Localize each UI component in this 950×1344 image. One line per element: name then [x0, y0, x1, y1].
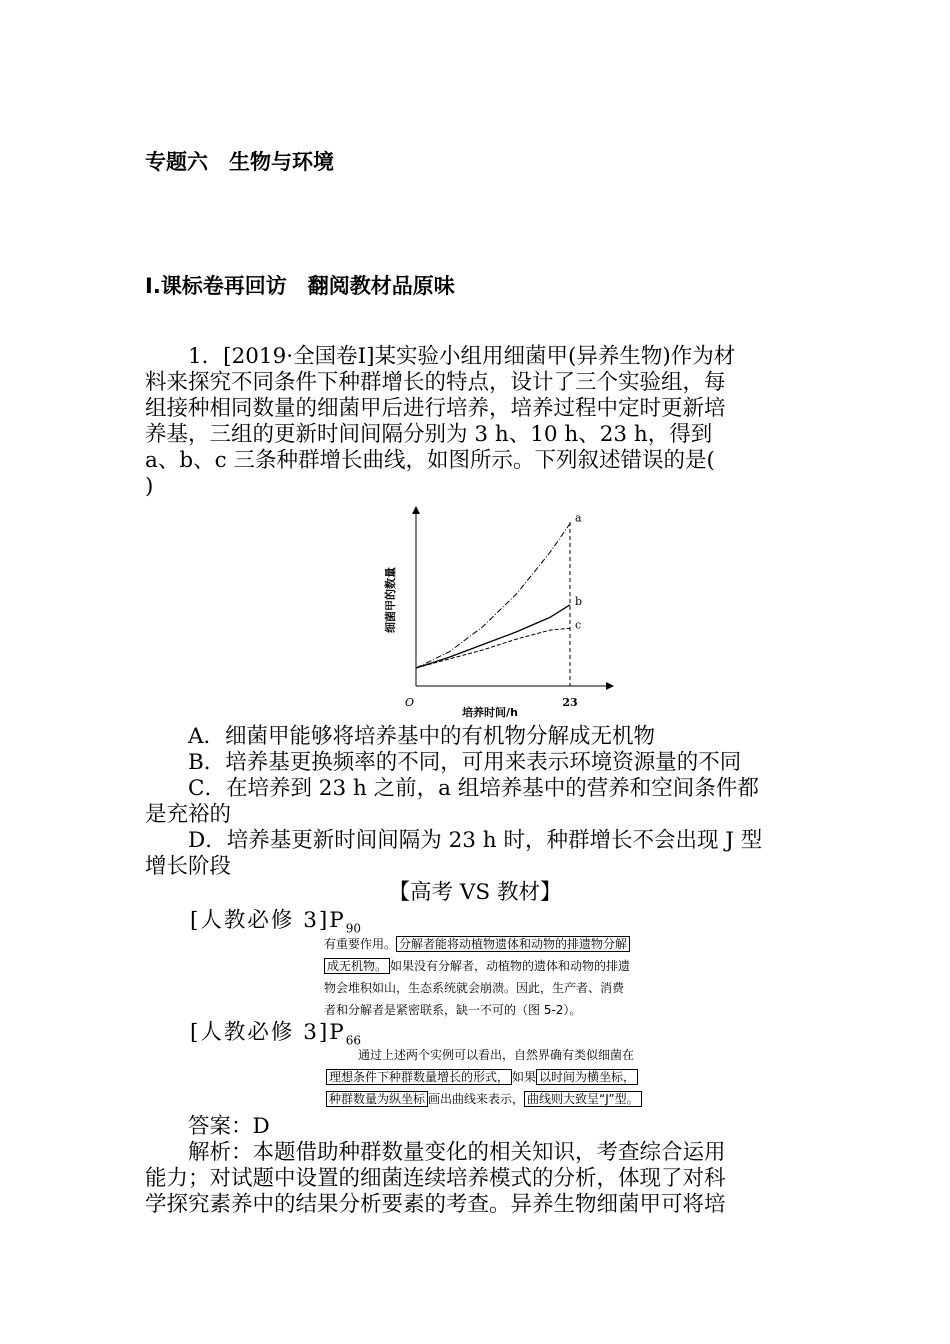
question-line: 组接种相同数量的细菌甲后进行培养，培养过程中定时更新培 [145, 396, 726, 421]
excerpt1-text: 有重要作用。 [324, 937, 397, 951]
option-a: A．细菌甲能够将培养基中的有机物分解成无机物 [145, 724, 656, 749]
analysis-line: 学探究素养中的结果分析要素的考查。异养生物细菌甲可将培 [145, 1192, 726, 1217]
option-d: D．培养基更新时间间隔为 23 h 时，种群增长不会出现 J 型 [145, 828, 763, 853]
option-c: C．在培养到 23 h 之前，a 组培养基中的营养和空间条件都 [145, 776, 759, 801]
question-line: 养基，三组的更新时间间隔分别为 3 h、10 h、23 h，得到 [145, 422, 713, 447]
excerpt1-highlight-2: 成无机物。 [324, 958, 390, 974]
textbook-ref-1-main: [人教必修 3]P [190, 908, 346, 933]
question-line: 1．[2019·全国卷Ⅰ]某实验小组用细菌甲(异养生物)作为材 [145, 344, 736, 369]
textbook-excerpt-1 [324, 933, 694, 1021]
question-line: a、b、c 三条种群增长曲线，如图所示。下列叙述错误的是( [145, 448, 715, 473]
population-growth-chart [380, 500, 620, 725]
excerpt2-highlight-4: 曲线则大致呈“J”型。 [524, 1091, 642, 1107]
x-axis-label: 培养时间/h [462, 706, 518, 719]
textbook-ref-2-page: 66 [345, 1033, 362, 1048]
excerpt1-highlight-1: 分解者能将动植物遗体和动物的排遗物分解 [396, 936, 630, 952]
excerpt1-text: 如果没有分解者，动植物的遗体和动物的排遗 [390, 959, 631, 973]
curve-c-label: c [575, 618, 582, 632]
options-list [145, 724, 825, 880]
excerpt1-text: 物会堆积如山，生态系统就会崩溃。因此，生产者、消费 [324, 981, 625, 995]
option-d-continued: 增长阶段 [145, 854, 232, 879]
curve-b [416, 605, 570, 668]
question-line: 料来探究不同条件下种群增长的特点，设计了三个实验组，每 [145, 370, 726, 395]
analysis-line: 能力；对试题中设置的细菌连续培养模式的分析，体现了对科 [145, 1166, 726, 1191]
curve-a-label: a [575, 511, 582, 525]
textbook-ref-2-main: [人教必修 3]P [190, 1020, 346, 1045]
y-axis-label: 细菌甲的数量 [384, 567, 397, 633]
textbook-excerpt-2 [326, 1044, 696, 1110]
textbook-ref-1-page: 90 [345, 921, 362, 936]
excerpt2-highlight-2: 以时间为横坐标， [536, 1069, 638, 1085]
excerpt2-text: 通过上述两个实例可以看出，自然界确有类似细菌在 [358, 1048, 635, 1062]
excerpt2-text: 画出曲线来表示， [428, 1092, 525, 1106]
origin-label: O [405, 696, 415, 709]
option-b: B．培养基更换频率的不同，可用来表示环境资源量的不同 [145, 750, 742, 775]
option-c-continued: 是充裕的 [145, 802, 232, 827]
curve-c [416, 628, 570, 668]
compare-heading: 【高考 VS 教材】 [388, 880, 562, 905]
question-line: ) [145, 474, 154, 499]
excerpt2-highlight-1: 理想条件下种群数量增长的形式， [326, 1069, 512, 1085]
curve-b-label: b [575, 594, 583, 608]
excerpt2-text: 如果 [512, 1070, 537, 1084]
excerpt2-highlight-3: 种群数量为纵坐标 [326, 1091, 428, 1107]
x-tick-label-23: 23 [562, 696, 578, 709]
answer: 答案：D [145, 1114, 270, 1139]
question-text [145, 344, 825, 500]
excerpt1-text: 者和分解者是紧密联系，缺一不可的（图 5-2）。 [324, 1003, 582, 1017]
analysis-line: 解析：本题借助种群数量变化的相关知识，考查综合运用 [145, 1140, 726, 1165]
answer-section [145, 1114, 825, 1218]
section-title: Ⅰ.课标卷再回访 翻阅教材品原味 [145, 274, 455, 298]
chapter-title: 专题六 生物与环境 [145, 150, 334, 174]
